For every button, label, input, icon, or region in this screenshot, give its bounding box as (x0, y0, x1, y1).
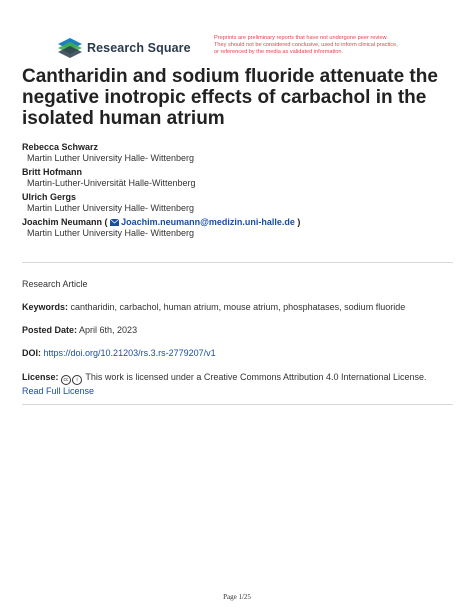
cc-icon: cc (61, 375, 71, 385)
corresponding-author (22, 217, 452, 228)
article-type: Research Article (22, 279, 88, 289)
logo-text: Research Square (87, 41, 191, 55)
author-email-link[interactable]: Joachim.neumann@medizin.uni-halle.de (121, 217, 295, 227)
page-number: Page 1/25 (223, 593, 251, 601)
page-header (58, 36, 434, 60)
license-text: This work is licensed under a Creative Commons Attribution 4.0 International License. (85, 372, 427, 382)
notice-line: or referenced by the media as validated information. (214, 49, 344, 56)
section-divider (22, 262, 453, 263)
mail-icon (110, 219, 119, 226)
paren-close: ) (294, 217, 301, 227)
paren-open: ( (104, 217, 108, 227)
author-name: Britt Hofmann (22, 167, 82, 177)
research-square-logo-icon (58, 38, 82, 58)
keywords-label: Keywords: (22, 302, 69, 312)
keywords (22, 301, 454, 313)
author-affiliation: Martin Luther University Halle- Wittenberg (27, 203, 195, 213)
paper-title: Cantharidin and sodium fluoride attenuate the negative inotropic effects of carbachol in the isolated human atrium (22, 66, 438, 129)
author-name: Joachim Neumann (22, 217, 103, 227)
author-entry (22, 167, 452, 189)
doi-link[interactable]: https://doi.org/10.21203/rs.3.rs-2779207/v1 (43, 348, 216, 358)
posted-date-label: Posted Date: (22, 325, 78, 335)
author-affiliation: Martin-Luther-Universität Halle-Wittenberg (27, 178, 196, 188)
author-name: Ulrich Gergs (22, 192, 77, 202)
posted-date (22, 324, 454, 336)
by-icon: i (72, 375, 82, 385)
author-name: Rebecca Schwarz (22, 142, 99, 152)
author-entry (22, 192, 452, 214)
license-label: License: (22, 372, 59, 382)
research-square-logo[interactable] (58, 38, 191, 58)
doi (22, 347, 454, 359)
preprint-notice (214, 35, 439, 57)
notice-line: Preprints are preliminary reports that have not undergone peer review. (214, 35, 388, 41)
author-entry (22, 142, 452, 164)
posted-date-value: April 6th, 2023 (79, 325, 138, 335)
notice-line: They should not be considered conclusive, used to inform clinical practice, (214, 42, 398, 49)
section-divider (22, 404, 453, 405)
author-affiliation: Martin Luther University Halle- Wittenberg (27, 153, 195, 163)
doi-label: DOI: (22, 348, 41, 358)
license (22, 371, 454, 397)
author-list (22, 142, 452, 242)
author-entry (22, 217, 452, 239)
author-affiliation: Martin Luther University Halle- Wittenberg (27, 228, 195, 238)
read-full-license-link[interactable]: Read Full License (22, 386, 95, 396)
keywords-value: cantharidin, carbachol, human atrium, mouse atrium, phosphatases, sodium fluoride (70, 302, 406, 312)
